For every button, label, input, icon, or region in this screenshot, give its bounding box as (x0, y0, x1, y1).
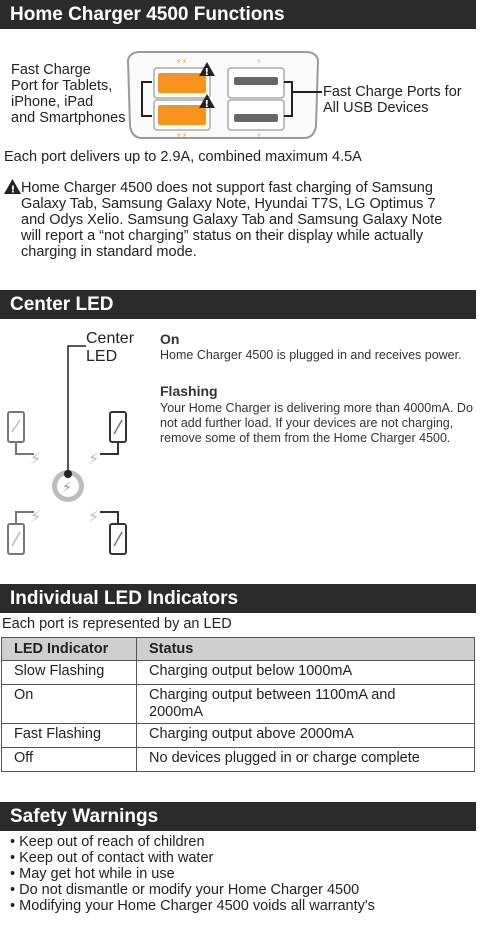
phone-icon (88, 412, 126, 468)
port-note: Each port delivers up to 2.9A, combined maximum 4.5A (4, 149, 362, 165)
safety-list (10, 834, 375, 914)
flashing-description (160, 401, 473, 446)
table-row (2, 748, 475, 772)
flashing-line: remove some of them from the Home Charger 4500. (160, 431, 451, 445)
list-item: • May get hot while in use (10, 866, 375, 882)
phone-icon (88, 507, 126, 554)
on-heading: On (160, 331, 180, 347)
phone-icon (8, 507, 41, 554)
table-header: LED Indicator (2, 638, 137, 661)
label-line: Fast Charge (11, 62, 91, 78)
svg-text:!: ! (204, 67, 210, 78)
cell-line: Charging output between 1100mA and (149, 687, 396, 703)
label-line: iPhone, iPad (11, 94, 94, 110)
svg-text:⚡: ⚡ (30, 507, 42, 526)
functions-heading: Home Charger 4500 Functions (0, 0, 476, 29)
table-cell (137, 685, 475, 724)
label-line: Port for Tablets, (11, 78, 113, 94)
table-cell: No devices plugged in or charge complete (137, 748, 475, 772)
flashing-heading: Flashing (160, 383, 218, 399)
safety-heading: Safety Warnings (0, 802, 476, 831)
table-row (2, 724, 475, 748)
list-item: • Modifying your Home Charger 4500 voids all warranty's (10, 898, 375, 914)
table-cell: Off (2, 748, 137, 772)
warning-line: Galaxy Tab, Samsung Galaxy Note, Hyundai T7S, LG Optimus 7 (21, 196, 436, 212)
led-indicator-table (1, 637, 475, 772)
warning-line: charging in standard mode. (21, 244, 197, 260)
table-row (2, 661, 475, 685)
warning-icon (4, 179, 21, 194)
list-item: • Keep out of contact with water (10, 850, 375, 866)
table-cell: Slow Flashing (2, 661, 137, 685)
svg-text:⚡⚡: ⚡⚡ (176, 57, 188, 66)
indicators-heading: Individual LED Indicators (0, 584, 476, 613)
flashing-line: Your Home Charger is delivering more than 4000mA. Do (160, 401, 473, 415)
list-item: • Keep out of reach of children (10, 834, 375, 850)
svg-text:⚡: ⚡ (62, 480, 72, 496)
warning-line: will report a “not charging” status on their display while actually (21, 228, 424, 244)
fast-charge-usb-label (323, 84, 462, 116)
center-led-illustration (0, 336, 150, 566)
phone-icon (8, 412, 41, 468)
label-line: All USB Devices (323, 100, 429, 116)
center-led-heading: Center LED (0, 290, 476, 319)
table-cell: Charging output above 2000mA (137, 724, 475, 748)
svg-text:!: ! (10, 184, 16, 194)
svg-text:⚡: ⚡ (30, 449, 42, 468)
indicators-intro: Each port is represented by an LED (2, 616, 232, 632)
flashing-line: not add further load. If your devices are not charging, (160, 416, 454, 430)
svg-text:⚡: ⚡ (88, 449, 100, 468)
table-cell: On (2, 685, 137, 724)
table-header-row (2, 638, 475, 661)
label-line: Fast Charge Ports for (323, 84, 462, 100)
fast-charge-tablet-label (11, 62, 125, 126)
svg-text:⚡⚡: ⚡⚡ (176, 131, 188, 140)
table-cell: Charging output below 1000mA (137, 661, 475, 685)
svg-text:⚡: ⚡ (88, 507, 100, 526)
label-line: and Smartphones (11, 110, 126, 126)
charger-illustration (118, 46, 328, 142)
on-description: Home Charger 4500 is plugged in and receives power. (160, 348, 462, 362)
warning-line: Home Charger 4500 does not support fast charging of Samsung (21, 180, 433, 196)
label-line: Center (86, 330, 135, 347)
label-line: LED (86, 348, 118, 365)
table-row (2, 685, 475, 724)
svg-text:⚡: ⚡ (256, 131, 262, 140)
table-header: Status (137, 638, 475, 661)
list-item: • Do not dismantle or modify your Home Charger 4500 (10, 882, 375, 898)
warning-line: and Odys Xelio. Samsung Galaxy Tab and Samsung Galaxy Note (21, 212, 443, 228)
svg-text:!: ! (204, 99, 210, 110)
compatibility-warning (21, 180, 442, 260)
table-cell: Fast Flashing (2, 724, 137, 748)
center-led-dot (64, 470, 72, 478)
cell-line: 2000mA (149, 704, 204, 720)
svg-text:⚡: ⚡ (256, 57, 262, 66)
